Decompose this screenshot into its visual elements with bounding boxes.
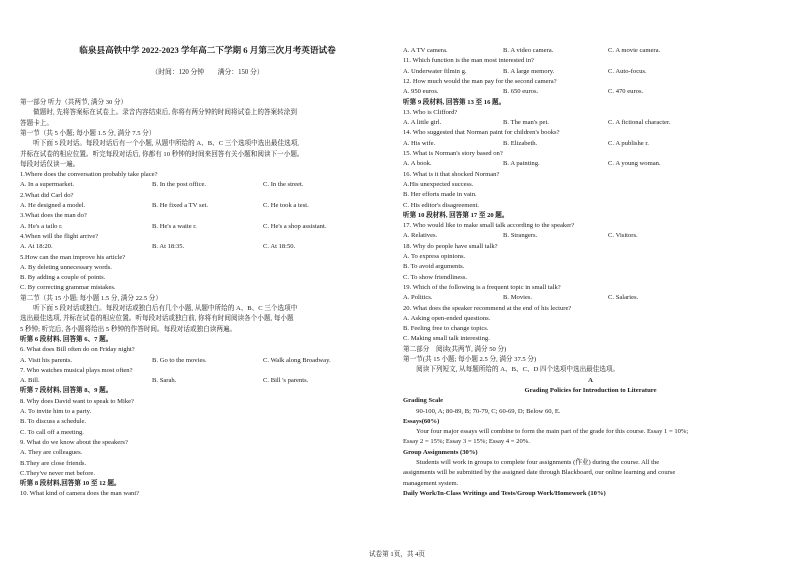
answer-option: C. A movie camera. bbox=[608, 47, 661, 54]
answer-option: A. Underwater filmin g. bbox=[403, 67, 467, 75]
text-line: 6. What does Bill often do on Friday night? bbox=[20, 346, 135, 354]
text-line: Grading Scale bbox=[403, 397, 444, 405]
text-line: 第二节（共 15 小题; 每小题 1.5 分, 满分 22.5 分） bbox=[20, 294, 162, 302]
text-line: 答题卡上。 bbox=[20, 119, 53, 127]
text-line: C. His editor's disagreement. bbox=[403, 201, 480, 209]
answer-option: B. Strangers. bbox=[503, 232, 538, 240]
exam-subtitle: （时间：120 分钟 满分：150 分） bbox=[151, 69, 264, 76]
text-line: Your four major essays will combine to form the main part of the grade for this course. Essay 1 = 10%; bbox=[403, 428, 689, 436]
answer-option: B. In the post office. bbox=[152, 181, 207, 189]
text-line: A.His unexpected success. bbox=[403, 180, 474, 188]
text-line: 16. What is it that shocked Norman? bbox=[403, 170, 500, 178]
text-line: A bbox=[588, 376, 593, 384]
text-line: A. To express opinions. bbox=[403, 253, 466, 260]
text-line: 15. What is Norman's story based on? bbox=[403, 150, 503, 157]
text-line: Essays(60%) bbox=[403, 417, 440, 425]
answer-option: C. A young woman. bbox=[608, 160, 661, 168]
text-line: 第二部分 阅读(共两节, 满分 50 分) bbox=[403, 345, 507, 353]
answer-option: C. Auto-focus. bbox=[608, 67, 647, 75]
text-line: 11. Which function is the man most interested in? bbox=[403, 57, 534, 65]
text-line: 13. Who is Clifford? bbox=[403, 108, 458, 116]
answer-option: B. He's a waite r. bbox=[152, 222, 197, 230]
text-line: 并标在试卷的相应位置。听完每段对话后, 你都有 10 秒钟的时间来回答有关小题和阅读下一小题。 bbox=[20, 150, 304, 158]
answer-option: B. Elizabeth. bbox=[503, 139, 538, 147]
text-line: assignments will be submitted by the assigned date through Blackboard, our online learning and course bbox=[403, 469, 676, 477]
text-line: B. To avoid arguments. bbox=[403, 263, 465, 271]
answer-option: A. A TV camera. bbox=[403, 47, 448, 54]
text-line: 12. How much would the man pay for the second camera? bbox=[403, 77, 557, 85]
answer-option: C. At 18:50. bbox=[263, 243, 296, 251]
answer-option: B. He fixed a TV set. bbox=[152, 202, 208, 209]
text-line: B.They are close friends. bbox=[20, 459, 87, 467]
text-line: 5 秒钟; 听完后, 各小题将给出 5 秒钟的作答时间。每段对话或独白读两遍。 bbox=[20, 325, 237, 333]
answer-option: A. Politics. bbox=[403, 294, 433, 302]
text-line: 2.What did Carl do? bbox=[20, 191, 74, 199]
answer-option: B. The man's pet. bbox=[503, 119, 549, 127]
text-line: 阅读下列短文, 从每题所给的 A、B、C、D 四个选项中选出最佳选项。 bbox=[403, 366, 620, 374]
text-line: Group Assignments (30%) bbox=[403, 448, 478, 456]
text-line: 90-100, A; 80-89, B; 70-79, C; 60-69, D; Below 60, E. bbox=[403, 407, 561, 415]
text-line: B. To discuss a schedule. bbox=[20, 418, 87, 426]
answer-option: B. A painting. bbox=[503, 160, 540, 168]
text-line: 第一节（共 5 小题; 每小题 1.5 分, 满分 7.5 分） bbox=[20, 129, 156, 137]
exam-title: 临泉县高铁中学 2022-2023 学年高二下学期 6 月第三次月考英语试卷 bbox=[79, 45, 336, 55]
answer-option: B. Go to the movies. bbox=[152, 356, 207, 364]
answer-option: A. 950 euros. bbox=[403, 88, 439, 96]
text-line: 18. Why do people have small talk? bbox=[403, 242, 498, 250]
text-line: 5.How can the man improve his article? bbox=[20, 253, 126, 261]
answer-option: B. A video camera. bbox=[503, 47, 554, 54]
answer-option: C. He's a shop assistant. bbox=[263, 222, 327, 230]
text-line: C. Making small talk interesting. bbox=[403, 335, 490, 343]
text-line: 8. Why does David want to speak to Mike? bbox=[20, 397, 134, 405]
text-line: 14. Who suggested that Norman paint for children's books? bbox=[403, 129, 560, 137]
answer-option: A. Visit his parents. bbox=[20, 356, 73, 364]
text-line: 7. Who watches musical plays most often? bbox=[20, 366, 133, 374]
text-line: 做题时, 先将答案标在试卷上。录音内容结束后, 你将有两分钟的时间将试卷上的答案转涂到 bbox=[20, 109, 297, 117]
text-line: 听第 8 段材料,回答第 10 至 12 题。 bbox=[20, 480, 121, 488]
text-line: 10. What kind of camera does the man want? bbox=[20, 490, 140, 498]
answer-option: A. A little girl. bbox=[403, 119, 442, 127]
answer-option: B. Movies. bbox=[503, 294, 533, 302]
answer-option: C. 470 euros. bbox=[608, 88, 644, 96]
answer-option: A. Bill. bbox=[20, 377, 40, 385]
text-line: B. Feeling free to change topics. bbox=[403, 325, 489, 333]
text-line: 听下面 5 段对话或独白。每段对话或独白后有几个小题, 从题中所给的 A、B、C 三个选项中 bbox=[20, 305, 298, 312]
text-line: B. Her efforts made in vain. bbox=[403, 191, 477, 199]
answer-option: C. Walk along Broadway. bbox=[263, 356, 331, 364]
answer-option: B. 650 euros. bbox=[503, 88, 539, 96]
page-footer: 试卷第 1页，共 4页 bbox=[368, 551, 426, 558]
answer-option: C. A fictional character. bbox=[608, 119, 671, 127]
text-line: C. By correcting grammar mistakes. bbox=[20, 284, 116, 292]
text-line: 听第 6 段材料, 回答第 6、7 题。 bbox=[20, 335, 113, 343]
text-line: 听下面 5 段对话。每段对话后有一个小题, 从题中所给的 A、B、C 三个选项中选出最佳选项, bbox=[20, 140, 299, 148]
text-line: A. To invite him to a party. bbox=[20, 408, 92, 415]
answer-option: C. A publishe r. bbox=[608, 139, 649, 147]
answer-option: A. Relatives. bbox=[403, 232, 438, 240]
text-line: 听第 10 段材料, 回答第 17 至 20 题。 bbox=[403, 211, 509, 219]
text-line: Grading Policies for Introduction to Literature bbox=[524, 386, 657, 394]
text-line: 4.When will the flight arrive? bbox=[20, 232, 99, 240]
answer-option: C. Bill 's parents. bbox=[263, 377, 309, 385]
text-line: 选出最佳选项, 并标在试卷的相应位置。听每段对话或独白前, 你将有时间阅读各个小题, 每小题 bbox=[20, 315, 294, 323]
text-line: C. To call off a meeting. bbox=[20, 428, 84, 436]
answer-option: A. In a supermarket. bbox=[20, 181, 75, 189]
text-line: B. By adding a couple of points. bbox=[20, 274, 106, 282]
text-line: Daily Work/In-Class Writings and Tests/Group Work/Homework (10%) bbox=[403, 489, 606, 497]
answer-option: C. In the street. bbox=[263, 181, 304, 189]
text-line: 20. What does the speaker recommend at the end of his lecture? bbox=[403, 304, 572, 312]
text-line: 1.Where does the conversation probably take place? bbox=[20, 171, 158, 179]
answer-option: C. Visitors. bbox=[608, 232, 638, 240]
text-line: 17. Who would like to make small talk according to the speaker? bbox=[403, 222, 575, 230]
text-line: 每段对话仅读一遍。 bbox=[20, 160, 80, 168]
answer-option: A. At 18:20. bbox=[20, 243, 53, 251]
text-line: 19. Which of the following is a frequent topic in small talk? bbox=[403, 283, 561, 291]
text-line: Essay 2 = 15%; Essay 3 = 15%; Essay 4 = 20%. bbox=[403, 438, 530, 446]
text-line: C. To show friendliness. bbox=[403, 273, 468, 281]
answer-option: A. His wife. bbox=[403, 139, 436, 147]
text-line: 听第 7 段材料, 回答第 8、9 题。 bbox=[20, 387, 113, 395]
text-line: 第一部分 听力（共两节, 满分 30 分） bbox=[20, 99, 128, 106]
answer-option: B. A large memory. bbox=[503, 67, 555, 75]
text-line: 听第 9 段材料, 回答第 13 至 16 题。 bbox=[403, 98, 506, 106]
text-line: Students will work in groups to complete four assignments (作业) during the course. All the bbox=[403, 459, 660, 466]
text-line: A. Asking open-ended questions. bbox=[403, 314, 491, 322]
answer-option: C. He took a test. bbox=[263, 202, 309, 209]
answer-option: B. Sarah. bbox=[152, 377, 177, 385]
text-line: A. By deleting unnecessary words. bbox=[20, 263, 112, 271]
text-line: 9. What do we know about the speakers? bbox=[20, 438, 128, 446]
text-line: C.They've never met before. bbox=[20, 469, 95, 477]
text-line: 3.What does the man do? bbox=[20, 212, 87, 220]
text-line: A. They are colleagues. bbox=[20, 449, 83, 457]
text-line: management system. bbox=[403, 479, 459, 487]
answer-option: C. Salaries. bbox=[608, 294, 639, 302]
answer-option: A. He designed a model. bbox=[20, 202, 86, 209]
answer-option: B. At 18:35. bbox=[152, 243, 185, 251]
answer-option: A. A book. bbox=[403, 160, 432, 168]
answer-option: A. He's a tailo r. bbox=[20, 222, 63, 230]
text-line: 第一节(共 15 小题; 每小题 2.5 分, 满分 37.5 分) bbox=[403, 356, 537, 363]
